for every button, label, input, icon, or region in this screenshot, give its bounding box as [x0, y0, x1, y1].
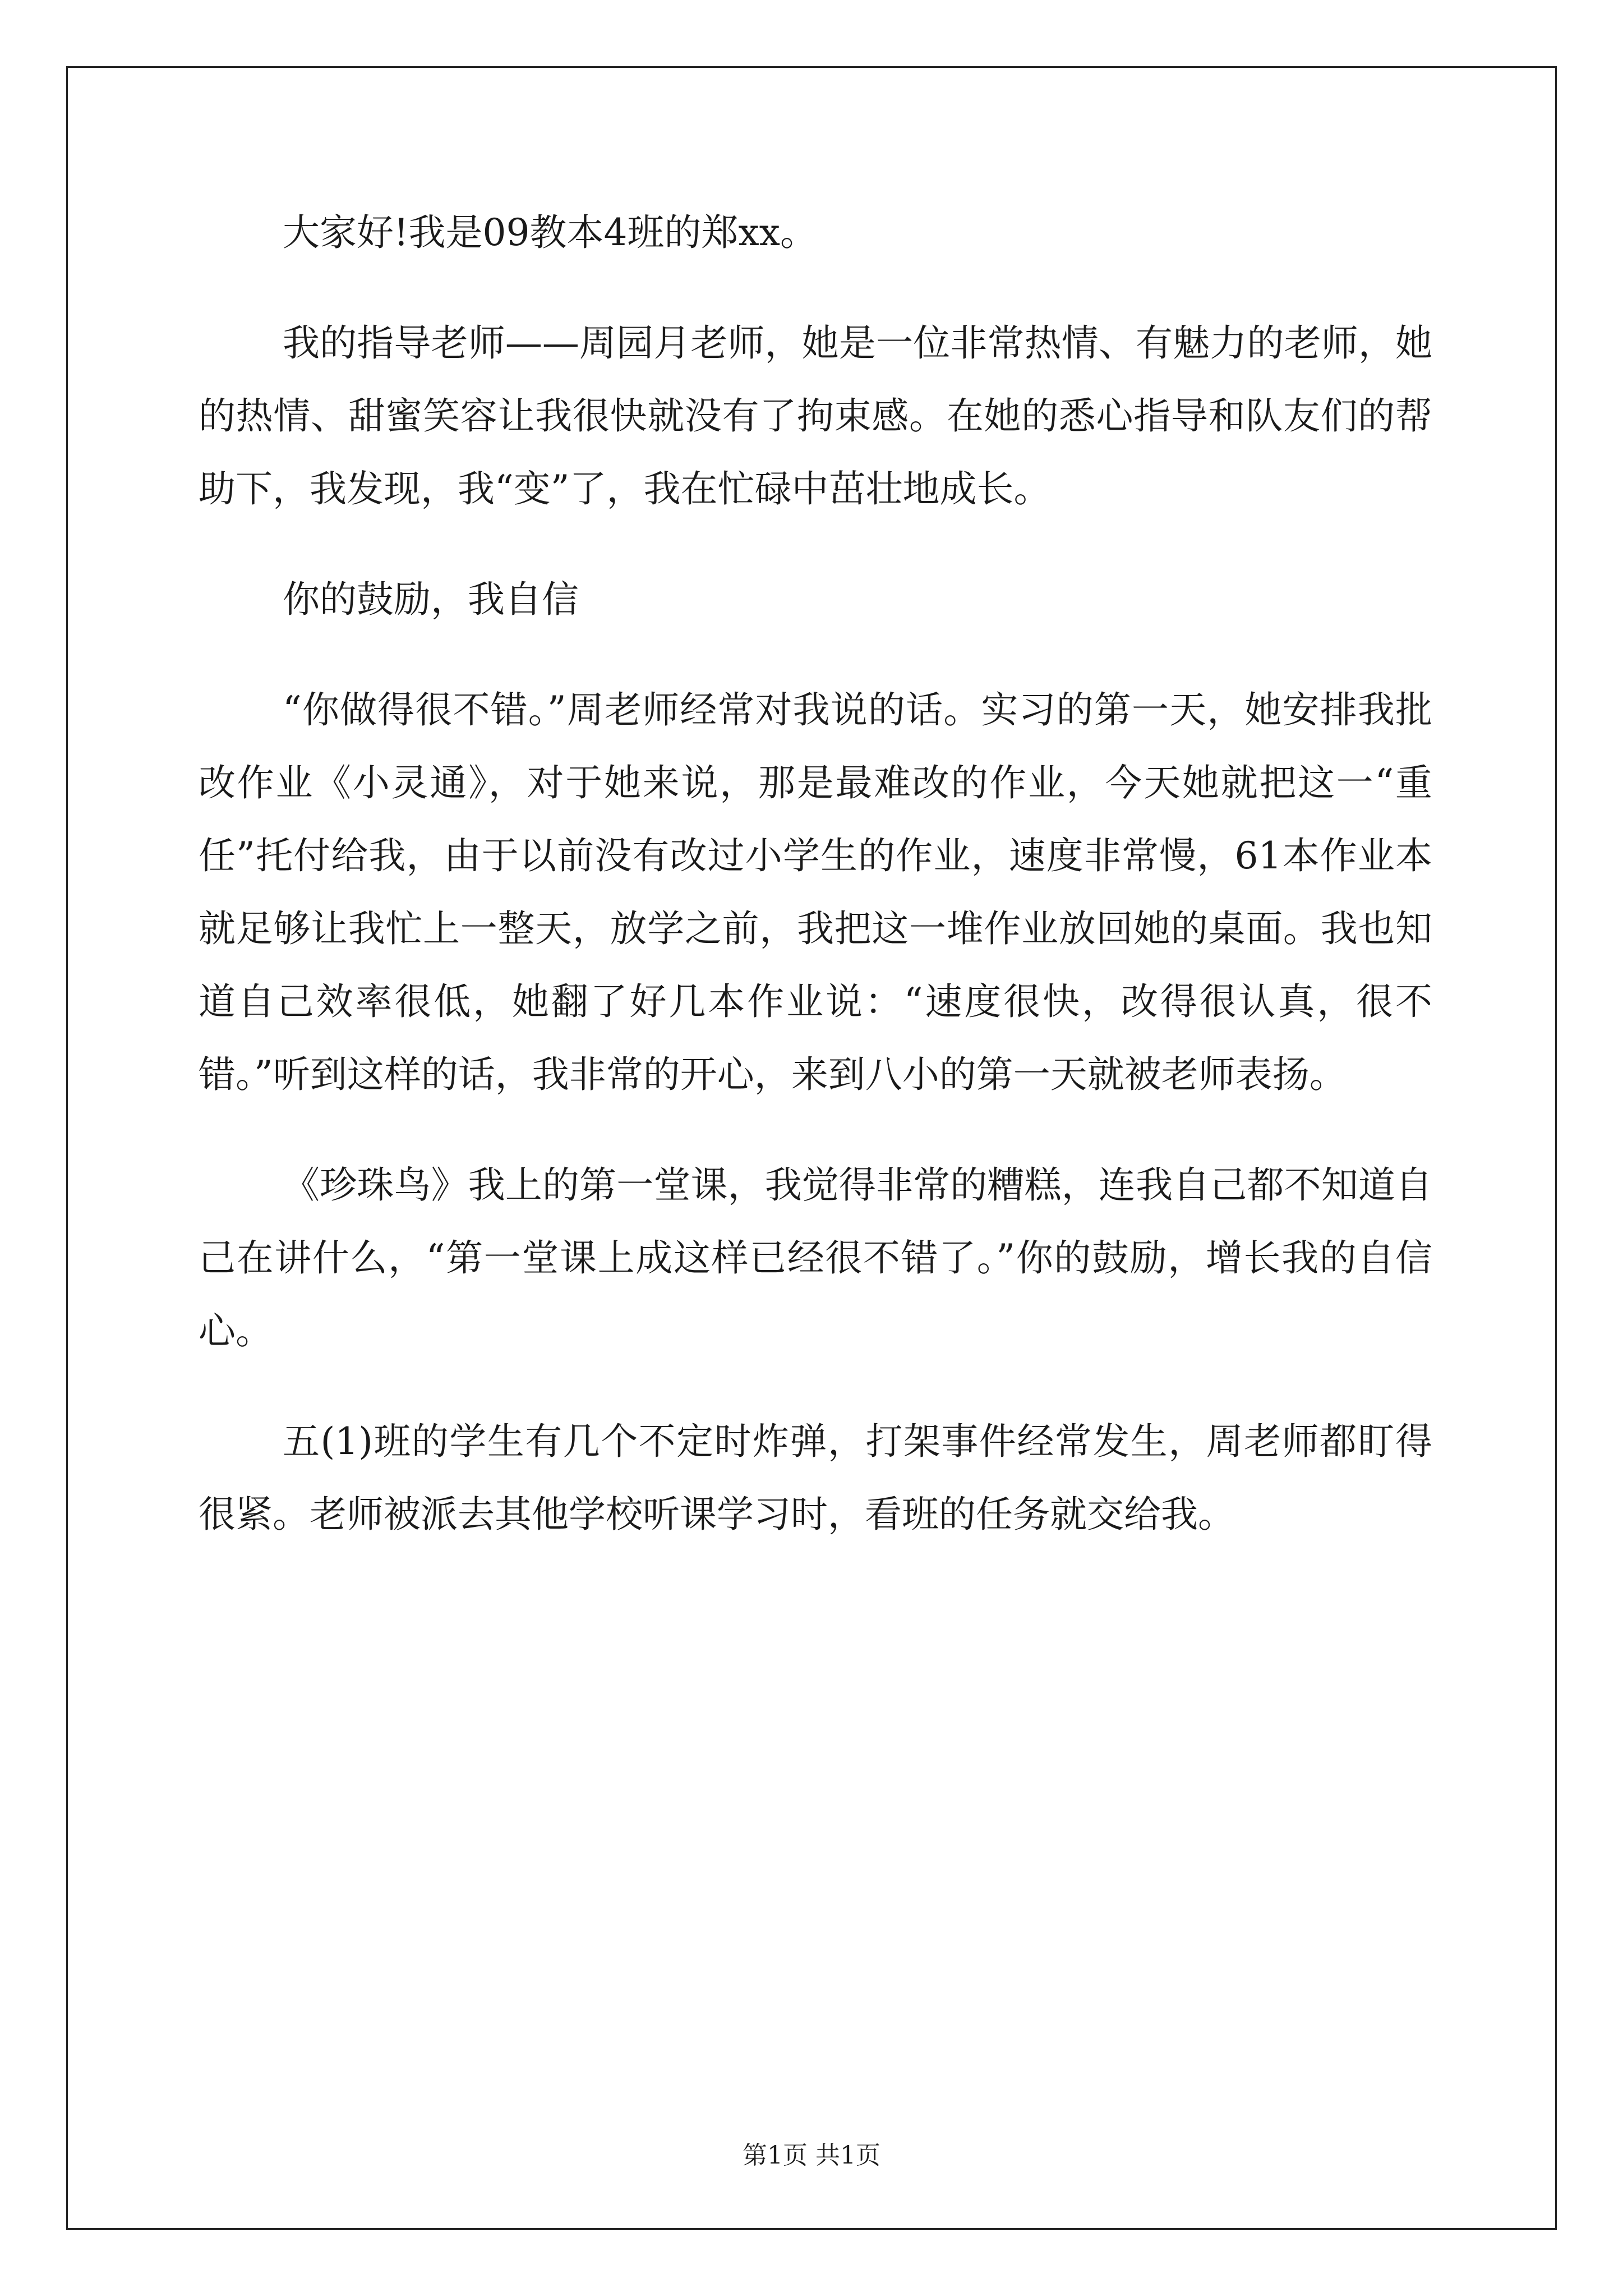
paragraph-subheading: 你的鼓励，我自信 — [283, 578, 579, 621]
paragraph-class-duty: 五(1)班的学生有几个不定时炸弹，打架事件经常发生，周老师都盯得很紧。老师被派去其他学校听课学习时，看班的任务就交给我。 — [199, 1420, 1432, 1536]
paragraph-mentor: 我的指导老师——周园月老师，她是一位非常热情、有魅力的老师，她的热情、甜蜜笑容让我很快就没有了拘束感。在她的悉心指导和队友们的帮助下，我发现，我“变”了，我在忙碌中茁壮地成长。 — [199, 321, 1432, 510]
document-body — [199, 196, 1432, 1589]
page-number-footer: 第1页 共1页 — [743, 2141, 880, 2170]
paragraph-first-lesson: 《珍珠鸟》我上的第一堂课，我觉得非常的糟糕，连我自己都不知道自己在讲什么，“第一堂课上成这样已经很不错了。”你的鼓励，增长我的自信心。 — [199, 1163, 1432, 1352]
paragraph-homework: “你做得很不错。”周老师经常对我说的话。实习的第一天，她安排我批改作业《小灵通》，对于她来说，那是最难改的作业，今天她就把这一“重任”托付给我，由于以前没有改过小学生的作业，速度非常慢，61本作业本就足够让我忙上一整天，放学之前，我把这一堆作业放回她的桌面。我也知道自己效率很低，她翻了好几本作业说：“速度很快，改得很认真，很不错。”听到这样的话，我非常的开心，来到八小的第一天就被老师表扬。 — [199, 688, 1432, 1096]
paragraph-greeting: 大家好!我是09教本4班的郑xx。 — [283, 211, 817, 254]
